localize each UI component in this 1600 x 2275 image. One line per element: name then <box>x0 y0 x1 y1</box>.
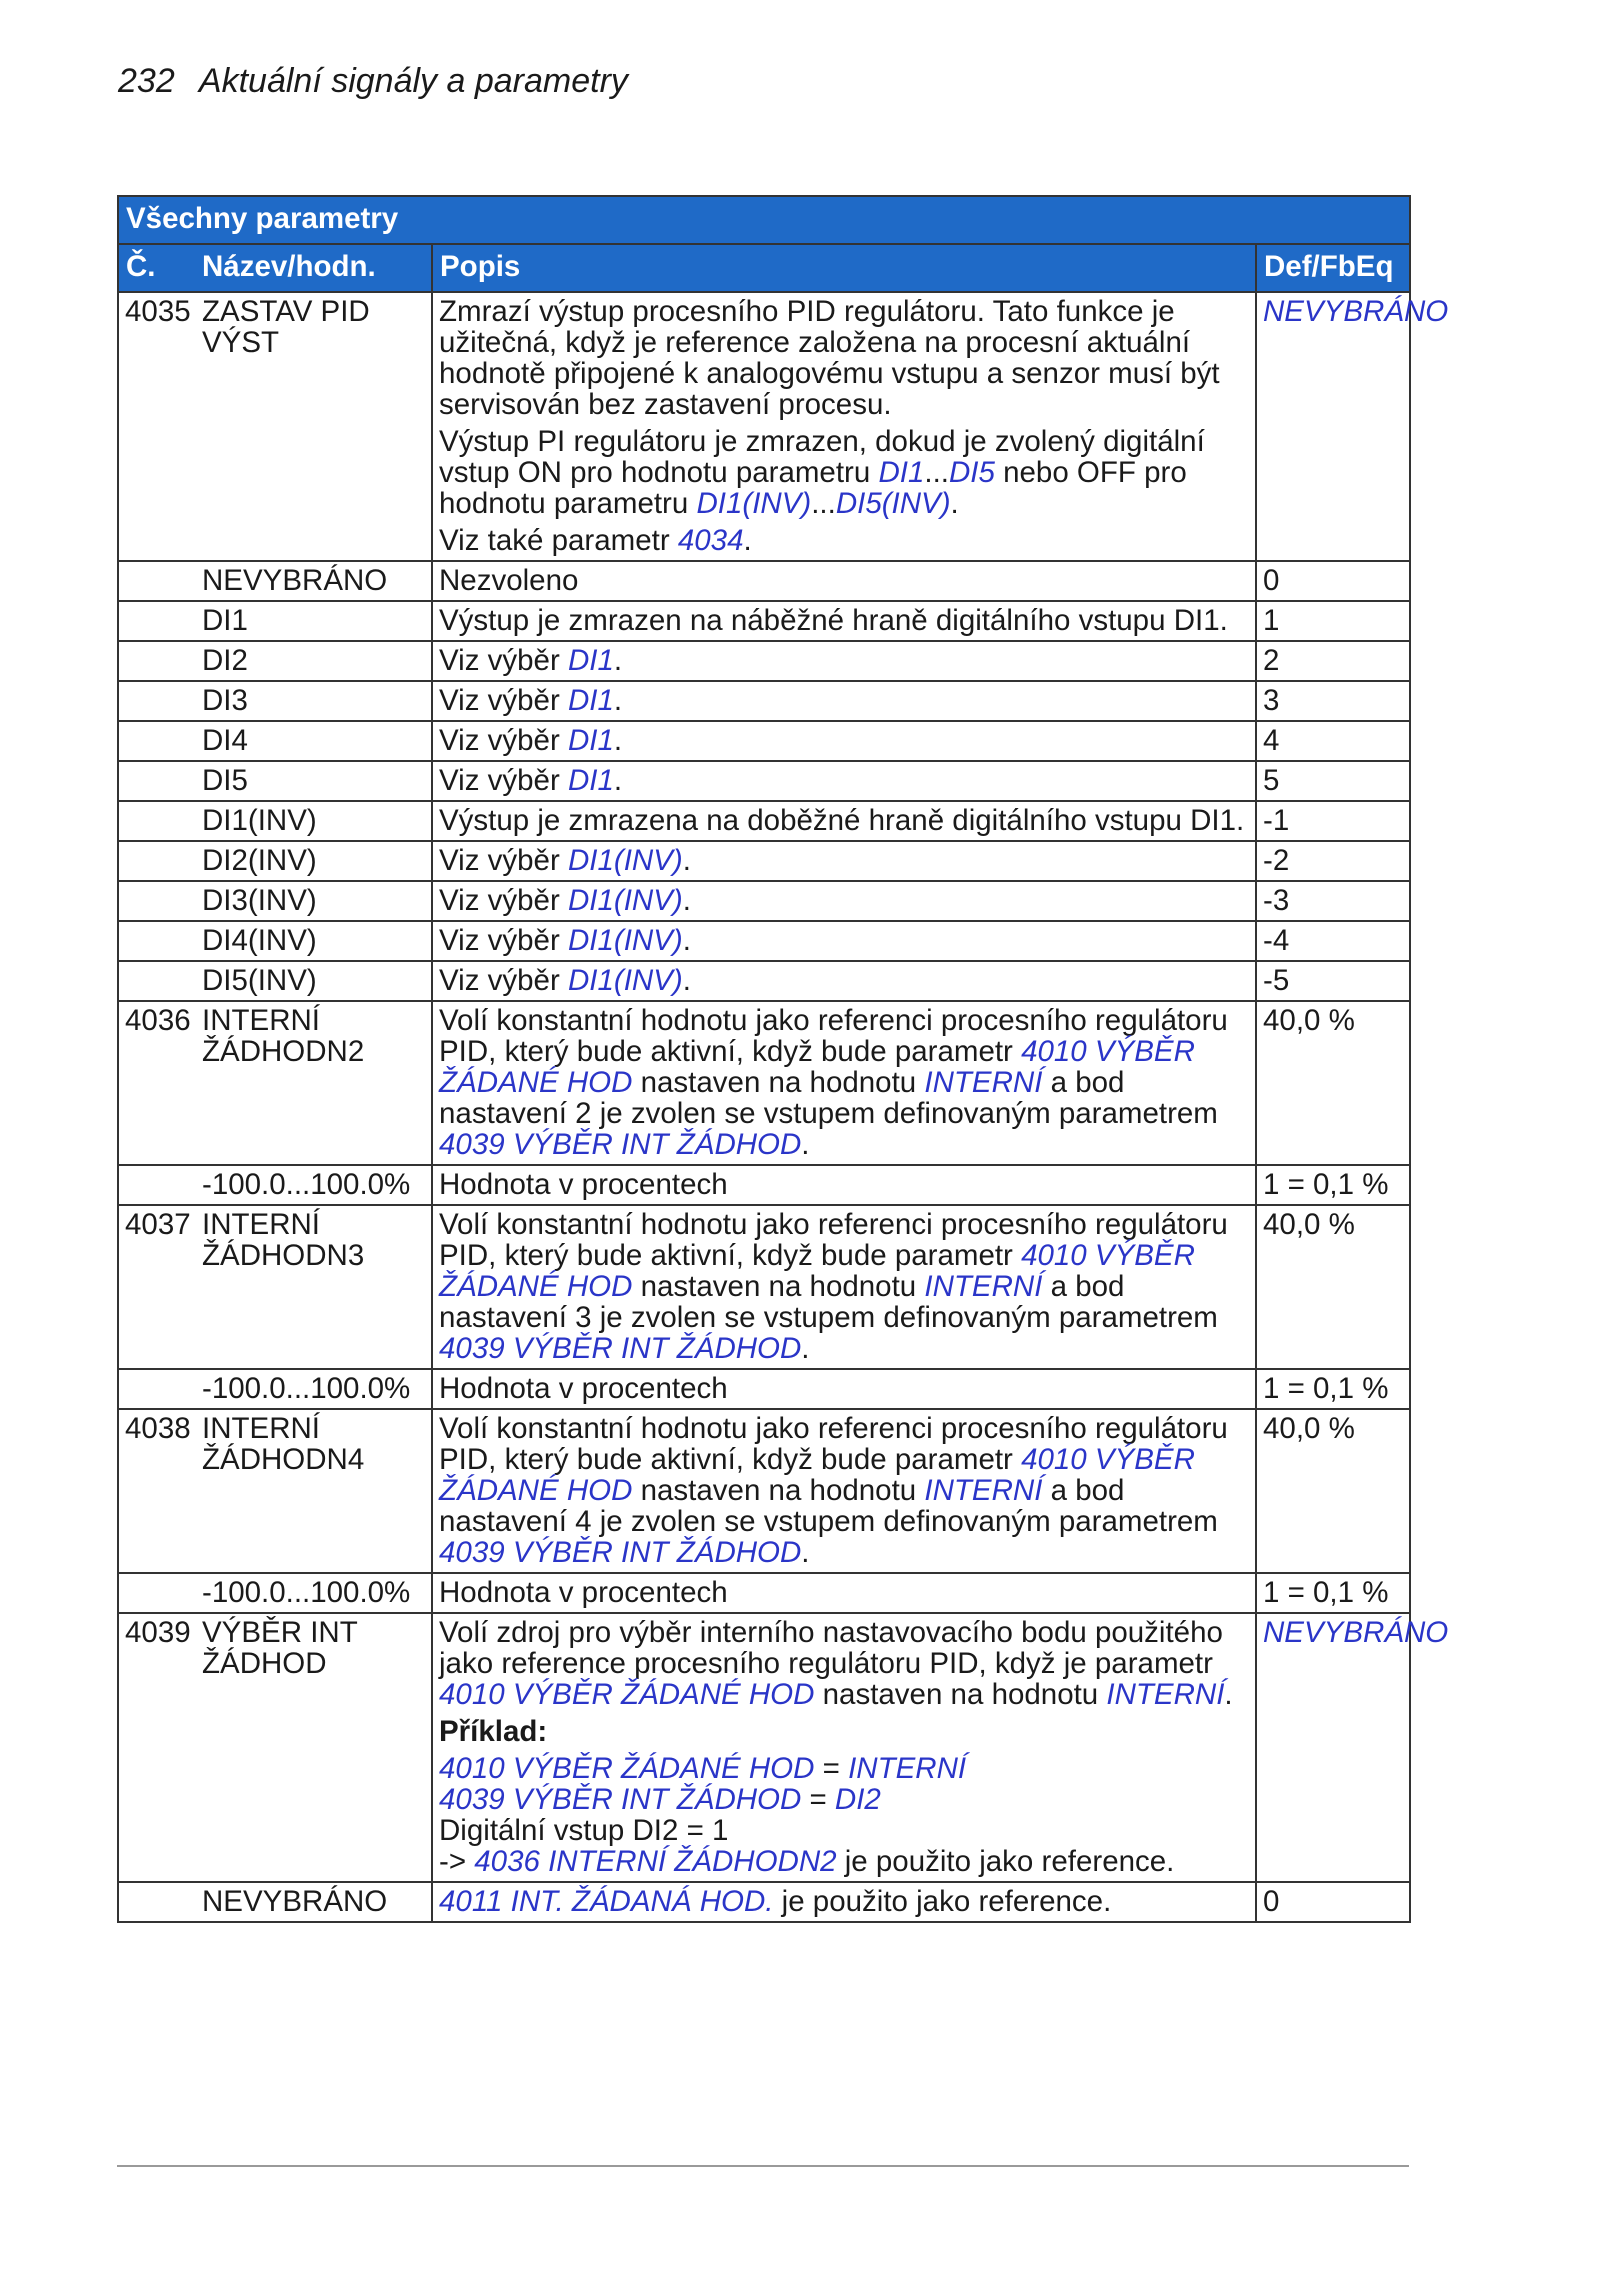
text-run: . <box>801 1128 810 1161</box>
table-row <box>118 801 1410 841</box>
param-number: 4035 <box>118 292 202 561</box>
param-number <box>118 1573 202 1613</box>
table-row <box>118 1205 1410 1369</box>
text-run: a bod nastavení 3 je zvolen se vstupem definovaným parametrem <box>439 1270 1218 1334</box>
table-section-title: Všechny parametry <box>118 196 1410 244</box>
param-default <box>1256 1613 1449 1882</box>
bold-label: Příklad: <box>439 1715 548 1748</box>
table-row <box>118 601 1410 641</box>
description-paragraph <box>439 1617 1247 1710</box>
param-description <box>432 841 1256 881</box>
column-header-description: Popis <box>432 244 1256 292</box>
table-row <box>118 561 1410 601</box>
description-paragraph <box>439 1169 1247 1200</box>
param-description <box>432 601 1256 641</box>
description-paragraph <box>439 565 1247 596</box>
param-description <box>432 721 1256 761</box>
text-run: Volí konstantní hodnotu jako referenci procesního regulátoru PID, který bude aktivní, když bude parametr <box>439 1004 1228 1068</box>
text-run: -> <box>439 1845 475 1878</box>
text-run: . <box>613 764 623 797</box>
text-run: . <box>613 644 623 677</box>
description-paragraph <box>439 1577 1247 1608</box>
param-description <box>432 881 1256 921</box>
parameter-link[interactable]: 4010 VÝBĚR ŽÁDANÉ HOD <box>439 1678 815 1711</box>
param-name: DI1 <box>202 601 432 641</box>
parameter-link[interactable]: DI1 <box>567 644 614 677</box>
text-run: nebo OFF pro hodnotu parametru <box>439 456 1187 520</box>
parameter-link[interactable]: INTERNÍ <box>848 1752 967 1785</box>
text-run: Zmrazí výstup procesního PID regulátoru. Tato funkce je užitečná, když je reference založena na procesní aktuální hodnotě připojené k analogovému vstupu a senzor musí být servisován bez zastavení procesu. <box>439 295 1220 421</box>
text-run: Viz výběr <box>439 924 568 957</box>
param-default: 0 <box>1256 1882 1410 1922</box>
parameter-link[interactable]: INTERNÍ <box>924 1474 1043 1507</box>
param-number: 4037 <box>118 1205 202 1369</box>
page-header <box>118 62 628 101</box>
table-row <box>118 1369 1410 1409</box>
param-number <box>118 801 202 841</box>
param-default <box>1256 292 1449 561</box>
text-run: Viz výběr <box>439 724 568 757</box>
description-paragraph <box>439 426 1247 519</box>
param-default: 3 <box>1256 681 1410 721</box>
description-paragraph <box>439 605 1247 636</box>
parameter-link[interactable]: 4010 VÝBĚR ŽÁDANÉ HOD <box>439 1443 1195 1507</box>
parameter-link[interactable]: DI2 <box>834 1783 881 1816</box>
param-default: 2 <box>1256 641 1410 681</box>
param-description <box>432 1613 1256 1882</box>
param-default: -4 <box>1256 921 1410 961</box>
text-run: . <box>682 964 691 997</box>
text-run: . <box>801 1536 810 1569</box>
table-body <box>118 292 1449 1922</box>
description-paragraph <box>439 925 1247 956</box>
param-name: -100.0...100.0% <box>202 1573 432 1613</box>
parameter-link[interactable]: DI1 <box>878 456 925 489</box>
param-number: 4039 <box>118 1613 202 1882</box>
parameter-link[interactable]: DI1 <box>567 684 614 717</box>
table-row <box>118 292 1410 561</box>
param-name: VÝBĚR INT ŽÁDHOD <box>202 1613 432 1882</box>
param-number <box>118 641 202 681</box>
param-description <box>432 641 1256 681</box>
parameter-link[interactable]: 4039 VÝBĚR INT ŽÁDHOD <box>439 1783 802 1816</box>
param-default: 5 <box>1256 761 1410 801</box>
table-row <box>118 641 1410 681</box>
parameter-link[interactable]: DI1(INV) <box>567 844 683 877</box>
param-description <box>432 681 1256 721</box>
default-value-link[interactable]: NEVYBRÁNO <box>1263 295 1449 328</box>
text-run: . <box>801 1332 810 1365</box>
param-name: INTERNÍ ŽÁDHODN4 <box>202 1409 432 1573</box>
param-default: 40,0 % <box>1256 1409 1410 1573</box>
text-run: nastaven na hodnotu <box>814 1678 1107 1711</box>
text-run: ... <box>924 456 949 489</box>
param-name: DI5 <box>202 761 432 801</box>
parameter-link[interactable]: 4011 INT. ŽÁDANÁ HOD. <box>439 1885 774 1918</box>
param-number <box>118 601 202 641</box>
param-description <box>432 1573 1256 1613</box>
param-default: -1 <box>1256 801 1410 841</box>
table-row <box>118 881 1410 921</box>
param-default: 40,0 % <box>1256 1205 1410 1369</box>
text-run: . <box>950 487 959 520</box>
table-row <box>118 961 1410 1001</box>
description-paragraph <box>439 1005 1247 1160</box>
param-number <box>118 561 202 601</box>
description-paragraph <box>439 1209 1247 1364</box>
param-number: 4038 <box>118 1409 202 1573</box>
text-run: ... <box>811 487 836 520</box>
text-run: . <box>613 724 623 757</box>
param-name: NEVYBRÁNO <box>202 561 432 601</box>
footer-rule <box>117 2165 1409 2167</box>
param-name: DI2(INV) <box>202 841 432 881</box>
description-paragraph <box>439 685 1247 716</box>
param-number <box>118 921 202 961</box>
text-run: Viz také parametr <box>439 524 678 557</box>
text-run: Viz výběr <box>439 764 568 797</box>
parameter-link[interactable]: DI1(INV) <box>567 884 683 917</box>
parameter-link[interactable]: DI1(INV) <box>567 924 683 957</box>
text-run: je použito jako reference. <box>836 1845 1175 1878</box>
text-run: Hodnota v procentech <box>439 1372 728 1405</box>
parameter-link[interactable]: DI5 <box>948 456 995 489</box>
text-run: Viz výběr <box>439 964 568 997</box>
parameter-link[interactable]: 4039 VÝBĚR INT ŽÁDHOD <box>439 1128 802 1161</box>
param-description <box>432 1001 1256 1165</box>
param-description <box>432 961 1256 1001</box>
param-number: 4036 <box>118 1001 202 1165</box>
param-description <box>432 801 1256 841</box>
table-row <box>118 1573 1410 1613</box>
text-run: Hodnota v procentech <box>439 1168 728 1201</box>
param-default: -5 <box>1256 961 1410 1001</box>
param-name: DI2 <box>202 641 432 681</box>
param-description <box>432 1369 1256 1409</box>
text-run: . <box>743 524 752 557</box>
table-row <box>118 1409 1410 1573</box>
text-run: Výstup PI regulátoru je zmrazen, dokud je zvolený digitální vstup ON pro hodnotu parametru <box>439 425 1205 489</box>
table-row <box>118 761 1410 801</box>
parameter-link[interactable]: 4039 VÝBĚR INT ŽÁDHOD <box>439 1332 802 1365</box>
column-header-default: Def/FbEq <box>1256 244 1410 292</box>
text-run: je použito jako reference. <box>773 1885 1112 1918</box>
parameter-link[interactable]: DI1 <box>567 724 614 757</box>
parameter-link[interactable]: 4036 INTERNÍ ŽÁDHODN2 <box>474 1845 837 1878</box>
table-row <box>118 1001 1410 1165</box>
description-paragraph <box>439 965 1247 996</box>
param-number <box>118 1882 202 1922</box>
text-run: . <box>682 884 691 917</box>
param-name: INTERNÍ ŽÁDHODN2 <box>202 1001 432 1165</box>
text-run: Viz výběr <box>439 844 568 877</box>
parameter-link[interactable]: DI5(INV) <box>835 487 951 520</box>
param-default: 4 <box>1256 721 1410 761</box>
text-run: Viz výběr <box>439 884 568 917</box>
param-default: 1 = 0,1 % <box>1256 1573 1410 1613</box>
param-name: INTERNÍ ŽÁDHODN3 <box>202 1205 432 1369</box>
text-run: Výstup je zmrazen na náběžné hraně digitálního vstupu DI1. <box>439 604 1228 637</box>
parameter-link[interactable]: INTERNÍ <box>924 1066 1043 1099</box>
param-description <box>432 921 1256 961</box>
description-paragraph <box>439 885 1247 916</box>
param-number <box>118 1369 202 1409</box>
description-paragraph <box>439 645 1247 676</box>
text-run: nastaven na hodnotu <box>632 1270 925 1303</box>
param-number <box>118 761 202 801</box>
table-row <box>118 921 1410 961</box>
parameter-link[interactable]: INTERNÍ <box>924 1270 1043 1303</box>
param-number <box>118 961 202 1001</box>
param-name: DI4(INV) <box>202 921 432 961</box>
param-name: ZASTAV PID VÝST <box>202 292 432 561</box>
column-header-name: Název/hodn. <box>202 244 432 292</box>
text-run: . <box>613 684 623 717</box>
param-description <box>432 561 1256 601</box>
param-default: 1 <box>1256 601 1410 641</box>
param-name: NEVYBRÁNO <box>202 1882 432 1922</box>
table-row <box>118 1165 1410 1205</box>
param-number <box>118 721 202 761</box>
table-row <box>118 1882 1410 1922</box>
parameter-link[interactable]: 4010 VÝBĚR ŽÁDANÉ HOD <box>439 1752 815 1785</box>
parameter-link[interactable]: DI1(INV) <box>696 487 812 520</box>
param-default: 40,0 % <box>1256 1001 1410 1165</box>
param-number <box>118 681 202 721</box>
param-default: 1 = 0,1 % <box>1256 1369 1410 1409</box>
page-number: 232 <box>118 62 175 100</box>
param-name: -100.0...100.0% <box>202 1165 432 1205</box>
description-paragraph <box>439 296 1247 420</box>
description-paragraph <box>439 845 1247 876</box>
parameter-link[interactable]: 4034 <box>677 524 744 557</box>
text-run: nastaven na hodnotu <box>632 1066 925 1099</box>
text-run: Viz výběr <box>439 684 568 717</box>
text-run: a bod nastavení 2 je zvolen se vstupem definovaným parametrem <box>439 1066 1218 1130</box>
param-number <box>118 841 202 881</box>
text-run: nastaven na hodnotu <box>632 1474 925 1507</box>
text-run: Volí konstantní hodnotu jako referenci procesního regulátoru PID, který bude aktivní, když bude parametr <box>439 1412 1228 1476</box>
text-run: Výstup je zmrazena na doběžné hraně digitálního vstupu DI1. <box>439 804 1245 837</box>
text-run: Viz výběr <box>439 644 568 677</box>
page-title: Aktuální signály a parametry <box>198 62 628 100</box>
param-default: -2 <box>1256 841 1410 881</box>
parameter-link[interactable]: 4010 VÝBĚR ŽÁDANÉ HOD <box>439 1035 1195 1099</box>
param-number <box>118 1165 202 1205</box>
description-paragraph <box>439 805 1247 836</box>
description-paragraph <box>439 525 1247 556</box>
param-name: DI3(INV) <box>202 881 432 921</box>
parameter-link[interactable]: 4039 VÝBĚR INT ŽÁDHOD <box>439 1536 802 1569</box>
parameter-link[interactable]: DI1 <box>567 764 614 797</box>
param-default: -3 <box>1256 881 1410 921</box>
param-name: DI5(INV) <box>202 961 432 1001</box>
param-name: -100.0...100.0% <box>202 1369 432 1409</box>
description-paragraph <box>439 1886 1247 1917</box>
param-default: 1 = 0,1 % <box>1256 1165 1410 1205</box>
text-run: a bod nastavení 4 je zvolen se vstupem definovaným parametrem <box>439 1474 1218 1538</box>
param-description <box>432 761 1256 801</box>
column-header-no: Č. <box>118 244 202 292</box>
table-row <box>118 681 1410 721</box>
text-run: = <box>801 1783 835 1816</box>
table-row <box>118 721 1410 761</box>
param-name: DI3 <box>202 681 432 721</box>
description-paragraph <box>439 725 1247 756</box>
text-run: Digitální vstup DI2 = 1 <box>439 1814 729 1847</box>
description-paragraph <box>439 1716 1247 1747</box>
parameter-link[interactable]: 4010 VÝBĚR ŽÁDANÉ HOD <box>439 1239 1195 1303</box>
text-run: . <box>682 844 691 877</box>
param-description <box>432 292 1256 561</box>
param-name: DI1(INV) <box>202 801 432 841</box>
parameter-link[interactable]: DI1(INV) <box>567 964 683 997</box>
text-run: Volí zdroj pro výběr interního nastavovacího bodu použitého jako reference procesního regulátoru PID, když je parametr <box>439 1616 1223 1680</box>
param-default: 0 <box>1256 561 1410 601</box>
text-run: Hodnota v procentech <box>439 1576 728 1609</box>
param-description <box>432 1409 1256 1573</box>
default-value-link[interactable]: NEVYBRÁNO <box>1263 1616 1449 1649</box>
text-run: Volí konstantní hodnotu jako referenci procesního regulátoru PID, který bude aktivní, když bude parametr <box>439 1208 1228 1272</box>
param-description <box>432 1205 1256 1369</box>
text-run: . <box>1224 1678 1233 1711</box>
table-row <box>118 841 1410 881</box>
parameters-table <box>117 195 1449 1923</box>
table-row <box>118 1613 1410 1882</box>
param-description <box>432 1882 1256 1922</box>
description-paragraph <box>439 765 1247 796</box>
description-paragraph <box>439 1753 1247 1877</box>
text-run: = <box>814 1752 849 1785</box>
param-description <box>432 1165 1256 1205</box>
parameter-link[interactable]: INTERNÍ <box>1106 1678 1225 1711</box>
text-run: . <box>682 924 691 957</box>
text-run: Nezvoleno <box>439 564 579 597</box>
description-paragraph <box>439 1373 1247 1404</box>
description-paragraph <box>439 1413 1247 1568</box>
param-number <box>118 881 202 921</box>
param-name: DI4 <box>202 721 432 761</box>
